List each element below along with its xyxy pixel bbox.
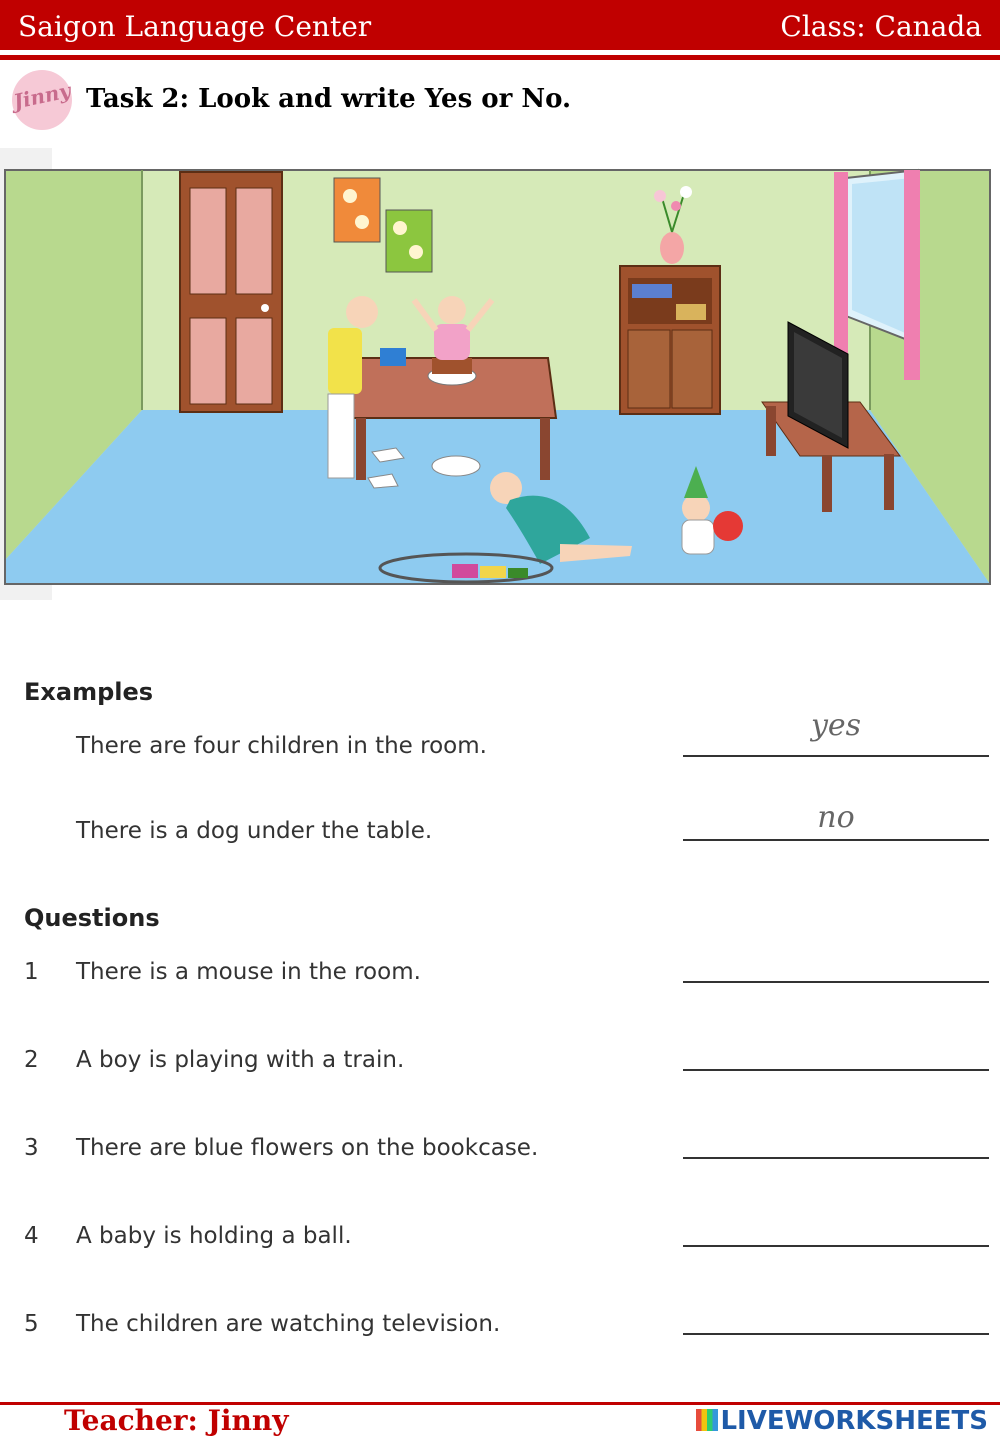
question-answer-line[interactable] [683, 1333, 989, 1335]
question-answer-line[interactable] [683, 1069, 989, 1071]
examples-heading: Examples [24, 678, 154, 706]
school-name: Saigon Language Center [18, 10, 372, 43]
task-title: Task 2: Look and write Yes or No. [86, 84, 572, 114]
question-statement: A baby is holding a ball. [76, 1223, 352, 1249]
class-label: Class: Canada [780, 10, 982, 43]
liveworksheets-brand[interactable] [696, 1406, 988, 1436]
example-statement: There is a dog under the table. [76, 818, 433, 844]
example-answer: no [817, 800, 855, 835]
question-statement: There is a mouse in the room. [76, 959, 421, 985]
example-answer-line [683, 839, 989, 841]
liveworksheets-icon [696, 1409, 718, 1431]
questions-heading: Questions [24, 904, 160, 932]
question-number: 4 [24, 1223, 39, 1249]
question-answer-line[interactable] [683, 981, 989, 983]
example-statement: There are four children in the room. [76, 733, 487, 759]
question-number: 1 [24, 959, 39, 985]
header-bar [0, 0, 1000, 50]
question-number: 5 [24, 1311, 39, 1337]
teacher-name: Teacher: Jinny [64, 1404, 289, 1437]
header-divider [0, 55, 1000, 60]
question-answer-line[interactable] [683, 1245, 989, 1247]
jinny-logo [12, 70, 72, 130]
question-statement: The children are watching television. [76, 1311, 501, 1337]
question-answer-line[interactable] [683, 1157, 989, 1159]
brand-text: LIVEWORKSHEETS [720, 1406, 988, 1436]
room-scene-illustration [0, 148, 1000, 600]
logo-text: Jinny [11, 78, 73, 114]
question-statement: There are blue flowers on the bookcase. [76, 1135, 539, 1161]
example-answer: yes [810, 708, 862, 743]
question-number: 2 [24, 1047, 39, 1073]
question-number: 3 [24, 1135, 39, 1161]
example-answer-line [683, 755, 989, 757]
question-statement: A boy is playing with a train. [76, 1047, 405, 1073]
